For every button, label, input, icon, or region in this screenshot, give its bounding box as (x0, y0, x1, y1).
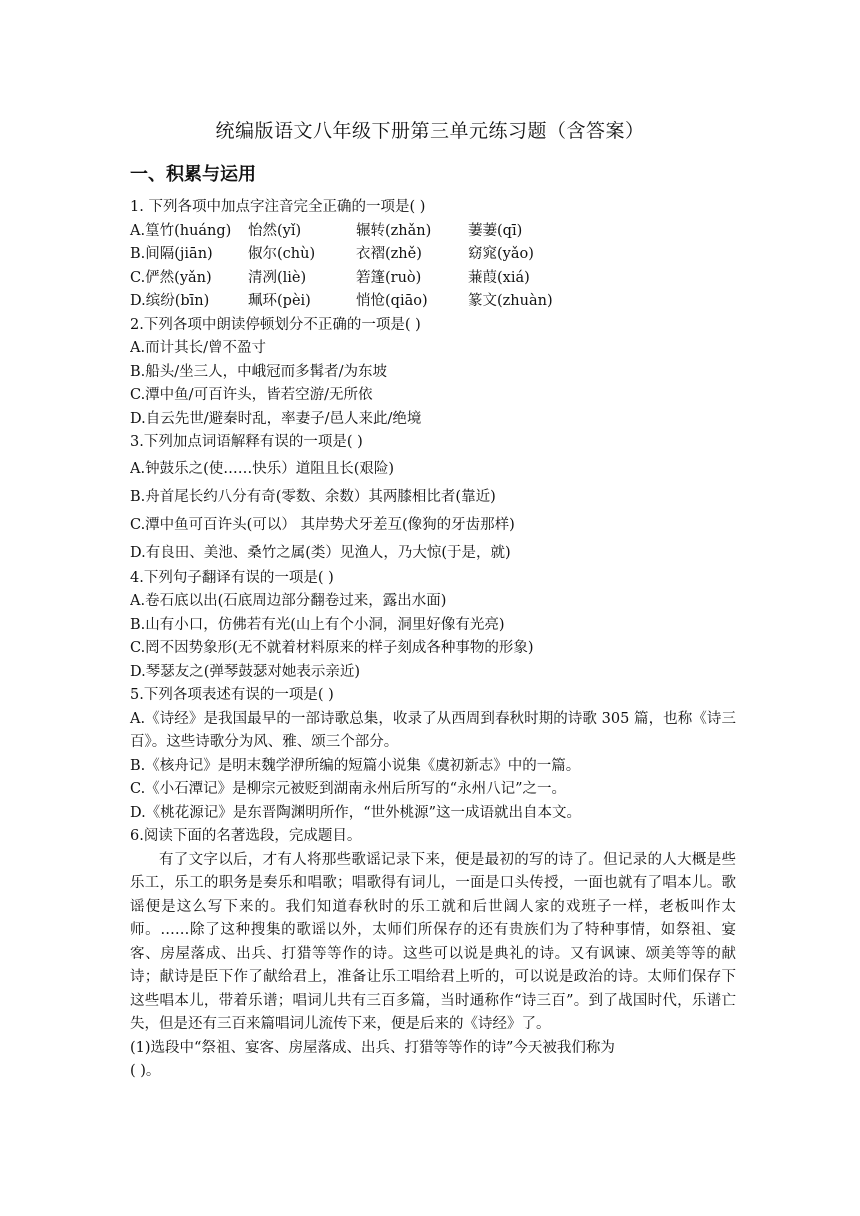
question-5-option-c: C.《小石潭记》是柳宗元被贬到湖南永州后所写的“永州八记”之一。 (130, 781, 567, 797)
document-title: 统编版语文八年级下册第三单元练习题（含答案） (215, 120, 645, 142)
question-4-stem: 4.下列句子翻译有误的一项是( ) (130, 569, 334, 586)
option-word: 箬篷(ruò) (356, 269, 422, 286)
reading-passage: 有了文字以后，才有人将那些歌谣记录下来，便是最初的写的诗了。但记录的人大概是些乐工，乐工的职务是奏乐和唱歌；唱歌得有词儿，一面是口头传授，一面也就有了唱本儿。歌谣便是这么写下来的。我们知道春秋时的乐工就和后世阔人家的戏班子一样，老板叫作太师。……除了这种搜集的歌谣以外，太师们所保存的还有贵族们为了特种事情，如祭祖、宴客、房屋落成、出兵、打猎等等作的诗。这些可以说是典礼的诗。又有讽谏、颂美等等的献诗；献诗是臣下作了献给君上，准备让乐工唱给君上听的，可以说是政治的诗。太师们保存下这些唱本儿，带着乐谱；唱词儿共有三百多篇，当时通称作“诗三百”。到了战国时代，乐谱亡失，但是还有三百来篇唱词儿流传下来，便是后来的《诗经》了。 (130, 851, 736, 1032)
option-word: B.间隔(jiān) (130, 246, 213, 262)
question-1-stem: 1. 下列各项中加点字注音完全正确的一项是( ) (130, 199, 426, 215)
question-2-option-b: B.船头/坐三人，中峨冠而多髯者/为东坡 (130, 363, 388, 380)
question-1-option-c (130, 267, 736, 291)
option-word: 篆文(zhuàn) (468, 293, 553, 309)
question-3-stem: 3.下列加点词语解释有误的一项是( ) (130, 434, 363, 450)
question-3-option-d: D.有良田、美池、桑竹之属(类）见渔人，乃大惊(于是，就) (130, 544, 511, 561)
question-1-option-b (130, 243, 736, 267)
option-word: 珮环(pèi) (248, 293, 311, 309)
option-word: 怡然(yǐ) (248, 222, 302, 239)
option-word: 窈窕(yǎo) (468, 246, 534, 262)
question-3-option-a: A.钟鼓乐之(使……快乐）道阻且长(艰险) (130, 460, 395, 477)
question-2-option-c: C.潭中鱼/可百许头，皆若空游/无所依 (130, 387, 373, 403)
question-6-sub1-blank: ( )。 (130, 1063, 161, 1079)
option-word: 俶尔(chù) (248, 246, 316, 262)
option-word: 蒹葭(xiá) (468, 269, 530, 286)
question-6-sub1: (1)选段中“祭祖、宴客、房屋落成、出兵、打猎等等作的诗”今天被我们称为 (130, 1039, 615, 1056)
section-heading: 一、积累与运用 (130, 164, 256, 185)
question-4-option-d: D.琴瑟友之(弹琴鼓瑟对她表示亲近) (130, 663, 361, 680)
option-word: 清冽(liè) (248, 269, 307, 286)
question-4-option-b: B.山有小口，仿佛若有光(山上有个小洞，洞里好像有光亮) (130, 616, 505, 633)
question-5-stem: 5.下列各项表述有误的一项是( ) (130, 687, 334, 703)
question-content (130, 196, 736, 1084)
question-6-stem: 6.阅读下面的名著选段，完成题目。 (130, 828, 362, 844)
question-5-option-a: A.《诗经》是我国最早的一部诗歌总集，收录了从西周到春秋时期的诗歌 305 篇，也称《诗三百》。这些诗歌分为风、雅、颂三个部分。 (130, 710, 736, 750)
question-2-option-a: A.而计其长/曾不盈寸 (130, 340, 266, 356)
question-5-option-d: D.《桃花源记》是东晋陶渊明所作，“世外桃源”这一成语就出自本文。 (130, 804, 582, 821)
question-3-option-b: B.舟首尾长约八分有奇(零数、余数）其两膝相比者(靠近) (130, 488, 496, 505)
question-1-option-d (130, 290, 736, 314)
option-word: D.缤纷(bīn) (130, 293, 210, 309)
option-word: 辗转(zhǎn) (356, 222, 432, 239)
question-3-option-c: C.潭中鱼可百许头(可以） 其岸势犬牙差互(像狗的牙齿那样) (130, 516, 515, 533)
question-4-option-c: C.罔不因势象形(无不就着材料原来的样子刻成各种事物的形象) (130, 640, 534, 656)
option-word: C.俨然(yǎn) (130, 269, 212, 286)
option-word: 萋萋(qī) (468, 222, 523, 239)
question-4-option-a: A.卷石底以出(石底周边部分翻卷过来，露出水面) (130, 593, 447, 609)
question-2-option-d: D.自云先世/避秦时乱，率妻子/邑人来此/绝境 (130, 410, 422, 427)
option-word: 悄怆(qiāo) (356, 293, 428, 309)
question-1-option-a (130, 220, 736, 244)
option-word: A.篁竹(huáng) (130, 222, 232, 239)
question-5-option-b: B.《核舟记》是明末魏学洢所编的短篇小说集《虞初新志》中的一篇。 (130, 757, 581, 774)
question-2-stem: 2.下列各项中朗读停顿划分不正确的一项是( ) (130, 316, 421, 333)
option-word: 衣褶(zhě) (356, 246, 422, 262)
